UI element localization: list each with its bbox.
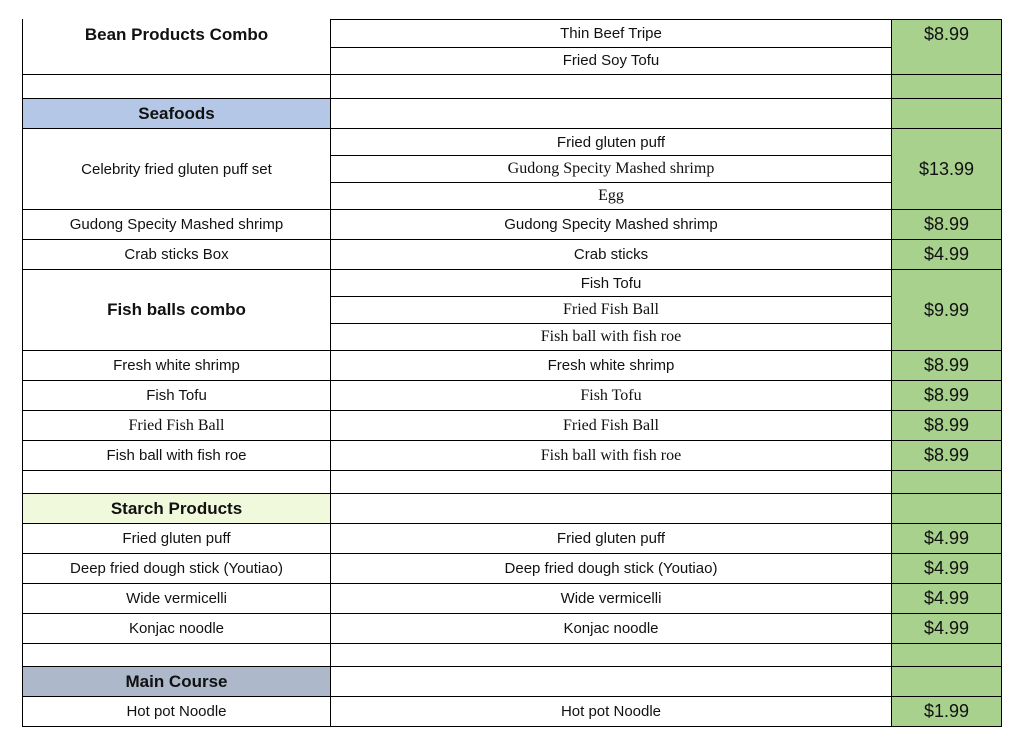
item-desc: Fresh white shrimp	[547, 357, 675, 374]
table-row	[22, 210, 1002, 240]
price: $8.99	[891, 441, 1002, 471]
price: $4.99	[891, 554, 1002, 584]
item-name: Wide vermicelli	[22, 584, 330, 614]
menu-table	[22, 19, 1002, 727]
item-desc: Fish Tofu	[580, 386, 642, 404]
price: $8.99	[891, 411, 1002, 441]
combo-name: Bean Products Combo	[22, 19, 330, 75]
section-header-row	[22, 494, 1002, 524]
table-row	[22, 351, 1002, 381]
price: $4.99	[891, 614, 1002, 644]
combo-item: Egg	[598, 187, 624, 204]
price: $4.99	[891, 584, 1002, 614]
item-name: Deep fried dough stick (Youtiao)	[22, 554, 330, 584]
item-name: Konjac noodle	[22, 614, 330, 644]
table-row	[22, 584, 1002, 614]
price: $8.99	[891, 19, 1002, 75]
combo-name: Fish balls combo	[22, 270, 330, 351]
item-name: Fried gluten puff	[22, 524, 330, 554]
price: $9.99	[891, 270, 1002, 351]
item-name: Fish Tofu	[22, 381, 330, 411]
table-row	[22, 697, 1002, 727]
table-row	[22, 129, 1002, 210]
section-header-row	[22, 667, 1002, 697]
section-header-main-course: Main Course	[22, 667, 330, 697]
table-row	[22, 381, 1002, 411]
table-row	[22, 554, 1002, 584]
price: $8.99	[891, 381, 1002, 411]
item-name: Fish ball with fish roe	[22, 441, 330, 471]
spacer-row	[22, 75, 1002, 99]
table-row	[22, 411, 1002, 441]
item-desc: Deep fried dough stick (Youtiao)	[504, 560, 718, 577]
table-row	[22, 441, 1002, 471]
combo-item: Gudong Specity Mashed shrimp	[331, 156, 891, 183]
section-header-row	[22, 99, 1002, 129]
item-name: Gudong Specity Mashed shrimp	[22, 210, 330, 240]
table-row	[22, 240, 1002, 270]
item-desc: Fried gluten puff	[556, 530, 666, 547]
item-name: Crab sticks Box	[22, 240, 330, 270]
table-row	[22, 19, 1002, 75]
item-name: Hot pot Noodle	[22, 697, 330, 727]
price: $8.99	[891, 351, 1002, 381]
item-desc: Fried Fish Ball	[562, 416, 659, 434]
item-desc: Hot pot Noodle	[560, 703, 662, 720]
section-header-starch: Starch Products	[22, 494, 330, 524]
price: $4.99	[891, 524, 1002, 554]
section-header-seafoods: Seafoods	[22, 99, 330, 129]
item-desc: Crab sticks	[573, 246, 649, 263]
combo-item: Fried gluten puff	[331, 129, 891, 156]
item-name: Fresh white shrimp	[22, 351, 330, 381]
item-name: Fried Fish Ball	[22, 411, 330, 441]
item-desc: Fish ball with fish roe	[540, 446, 682, 464]
item-desc: Konjac noodle	[563, 620, 659, 637]
spacer-row	[22, 644, 1002, 667]
table-row	[22, 614, 1002, 644]
price: $4.99	[891, 240, 1002, 270]
combo-item: Fish ball with fish roe	[540, 328, 682, 345]
combo-item: Fish Tofu	[331, 270, 891, 297]
item-desc: Gudong Specity Mashed shrimp	[504, 216, 718, 233]
combo-item: Fried Fish Ball	[331, 297, 891, 324]
table-row	[22, 524, 1002, 554]
item-desc: Wide vermicelli	[560, 590, 662, 607]
combo-item: Thin Beef Tripe	[331, 20, 891, 48]
spacer-row	[22, 471, 1002, 494]
price: $8.99	[891, 210, 1002, 240]
combo-item: Fried Soy Tofu	[562, 52, 660, 70]
item-name: Celebrity fried gluten puff set	[22, 129, 330, 210]
price: $1.99	[891, 697, 1002, 727]
price: $13.99	[891, 129, 1002, 210]
table-row	[22, 270, 1002, 351]
